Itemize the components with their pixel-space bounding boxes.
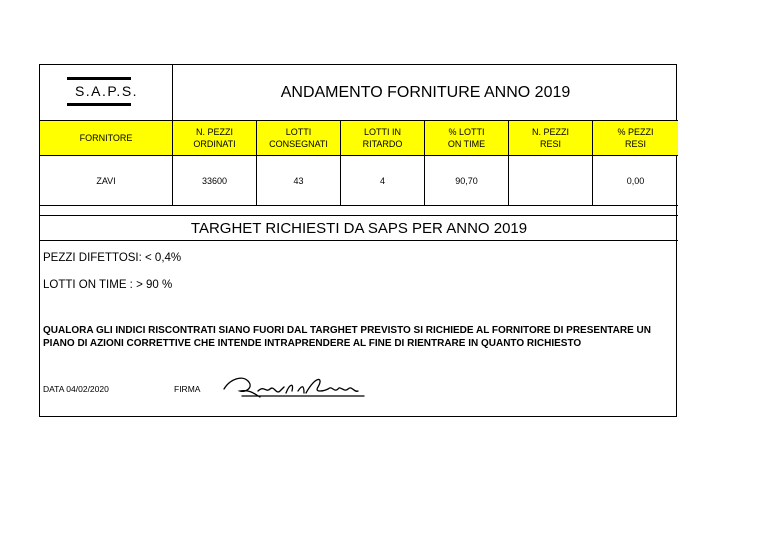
cell-lotti-ritardo: 4 [341, 156, 425, 205]
header-pezzi-ordinati: N. PEZZI ORDINATI [193, 127, 236, 149]
page-title: ANDAMENTO FORNITURE ANNO 2019 [280, 83, 571, 101]
header-cell [425, 121, 509, 155]
cell-lotti-consegnati: 43 [257, 156, 341, 205]
header-lotti-ritardo: LOTTI IN RITARDO [362, 127, 403, 149]
firma-label: FIRMA [174, 384, 201, 394]
header-cell [341, 121, 425, 155]
notice-text: QUALORA GLI INDICI RISCONTRATI SIANO FUORI DAL TARGHET PREVISTO SI RICHIEDE AL FORNITORE DI PRESENTARE UN PIANO DI AZIONI CORRETTIVE CHE INTENDE INTRAPRENDERE AL FINE DI RIENTRARE IN QUANTO RICHIESTO [43, 325, 651, 349]
header-lotti-consegnati: LOTTI CONSEGNATI [269, 127, 328, 149]
cell-perc-pezzi-resi: 0,00 [626, 175, 645, 186]
header-pezzi-resi: N. PEZZI RESI [531, 127, 569, 149]
table-row [40, 156, 678, 206]
header-perc-pezzi-resi: % PEZZI RESI [617, 127, 654, 149]
header-fornitore: FORNITORE [79, 133, 133, 143]
header-cell [173, 121, 257, 155]
target-lotti-on-time: LOTTI ON TIME : > 90 % [43, 279, 173, 291]
logo-bar-top [67, 77, 131, 80]
saps-logo [40, 65, 173, 120]
header-cell [593, 121, 678, 155]
cell-pezzi-resi [509, 156, 593, 205]
cell-lotti-on-time: 90,70 [425, 156, 509, 205]
target-pezzi-difettosi: PEZZI DIFETTOSI: < 0,4% [43, 252, 182, 264]
cell-pezzi-ordinati: 33600 [173, 156, 257, 205]
signature [220, 371, 370, 401]
logo-text: S.A.P.S. [74, 83, 139, 99]
header-lotti-on-time: % LOTTI ON TIME [447, 127, 486, 149]
cell-fornitore: ZAVI [40, 156, 173, 205]
report-sheet [39, 64, 677, 417]
header-cell [509, 121, 593, 155]
header-cell [257, 121, 341, 155]
header-cell [40, 121, 173, 155]
table-header [40, 120, 678, 156]
targhet-title: TARGHET RICHIESTI DA SAPS PER ANNO 2019 [40, 216, 678, 241]
signature-stroke [224, 378, 364, 397]
date-label: DATA 04/02/2020 [43, 384, 109, 394]
spacer-row [40, 206, 678, 216]
logo-bar-bottom [67, 103, 131, 106]
